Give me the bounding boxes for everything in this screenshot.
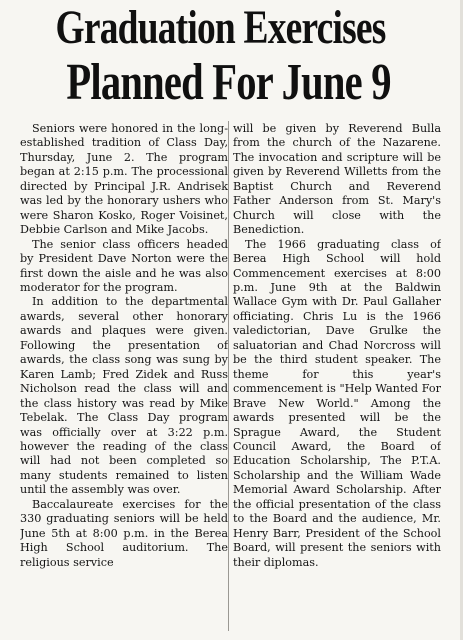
paragraph-awards: In addition to the departmental awards, several other honorary awards and plaques were given. Following the presentation of awards, the class song was sung by Karen Lamb; Fred Zidek and Russ Nicholson read the class will and the class history was read by Mike Tebelak. The Class Day program was officially over at 3:22 p.m. however the reading of the class will had not been completed so many students remained to listen until the assembly was over.: [20, 295, 228, 497]
headline-line-2: Planned For June 9: [66, 54, 391, 111]
headline-line-1: Graduation Exercises: [55, 1, 386, 54]
right-column: [233, 122, 441, 634]
column-divider: [228, 121, 229, 631]
paragraph-commencement: The 1966 graduating class of Berea High School will hold Commencement exercises at 8:00 p.m. June 9th at the Baldwin Wallace Gym with Dr. Paul Gallaher officiating. Chris Lu is the 1966 valedictorian, Dave Grulke the saluatorian and Chad Norcross will be the third student speaker. The theme for this year's commencement is "Help Wanted For Brave New World." Among the awards presented will be the Sprague Award, the Student Council Award, the Board of Education Scholarship, The P.T.A. Scholarship and the William Wade Memorial Award Scholarship. After the official presentation of the class to the Board and the audience, Mr. Henry Barr, President of the School Board, will present the seniors with their diplomas.: [233, 237, 441, 569]
paragraph-class-day: Seniors were honored in the long-established tradition of Class Day, Thursday, June 2. The program began at 2:15 p.m. The processional directed by Principal J.R. Andrisek was led by the honorary ushers who were Sharon Kosko, Roger Voisinet, Debbie Carlson and Mike Jacobs.: [20, 122, 228, 237]
paragraph-class-officers: The senior class officers headed by President Dave Norton were the first down the aisle and he was also moderator for the program.: [20, 237, 228, 294]
left-column: [20, 122, 228, 634]
paragraph-baccalaureate-continued: will be given by Reverend Bulla from the church of the Nazarene. The invocation and scripture will be given by Reverend Willetts from the Baptist Church and Reverend Father Anderson from St. Mary's Church will close with the Benediction.: [233, 122, 441, 237]
paragraph-baccalaureate: Baccalaureate exercises for the 330 graduating seniors will be held June 5th at 8:00 p.m. in the Berea High School auditorium. The religious service: [20, 497, 228, 569]
